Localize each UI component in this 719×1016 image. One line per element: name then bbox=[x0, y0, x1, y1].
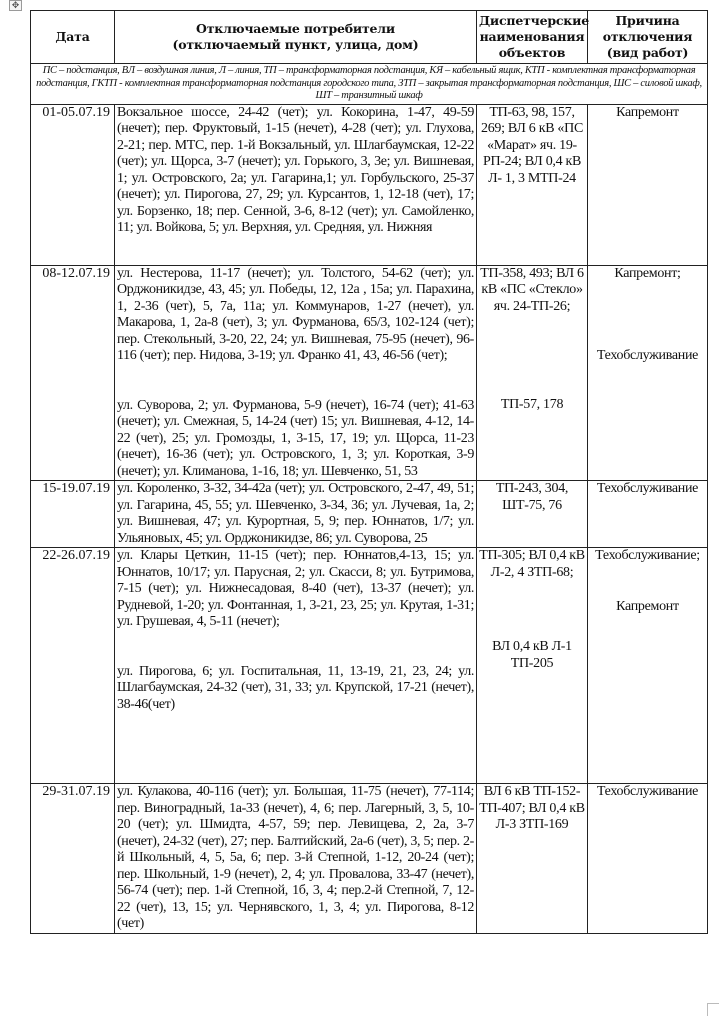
reason-block: Капремонт bbox=[616, 598, 679, 614]
header-consumers-line1: Отключаемые потребители bbox=[196, 21, 395, 36]
table-row bbox=[31, 481, 708, 548]
object-block: ТП-358, 493; ВЛ 6 кВ «ПС «Стекло» яч. 24-ТП-26; bbox=[480, 265, 584, 314]
reason-block: Капремонт; bbox=[614, 265, 681, 281]
objects-cell bbox=[477, 784, 588, 934]
header-consumers-line2: (отключаемый пункт, улица, дом) bbox=[172, 37, 419, 52]
object-block: ВЛ 0,4 кВ Л-1 ТП-205 bbox=[492, 639, 572, 671]
object-block: ТП-243, 304, ШТ-75, 76 bbox=[495, 481, 569, 513]
header-date: Дата bbox=[31, 11, 115, 64]
objects-cell bbox=[477, 481, 588, 548]
reason-cell bbox=[588, 548, 708, 784]
object-block: ВЛ 6 кВ ТП-152-ТП-407; ВЛ 0,4 кВ Л-3 ЗТП-169 bbox=[479, 784, 585, 832]
header-row bbox=[31, 11, 708, 64]
addresses-cell bbox=[115, 104, 477, 265]
reason-cell bbox=[588, 104, 708, 265]
objects-cell bbox=[477, 548, 588, 784]
addresses-cell bbox=[115, 265, 477, 481]
date-cell: 15-19.07.19 bbox=[31, 481, 115, 548]
outage-schedule-table bbox=[30, 10, 708, 934]
object-block: ТП-57, 178 bbox=[500, 397, 564, 412]
table-row bbox=[31, 104, 708, 265]
table-row bbox=[31, 784, 708, 934]
addresses-cell bbox=[115, 784, 477, 934]
reason-block: Техобслуживание bbox=[596, 481, 699, 496]
address-block: ул. Суворова, 2; ул. Фурманова, 5-9 (нечет), 16-74 (чет); 41-63 (нечет); ул. Смежная, 5, 14-24 (чет) 15; ул. Вишневая, 4-12, 14-22 (чет), 25; ул. Громозды, 1, 3-15, 17, 19; ул. Щорса, 11-23 (нечет), 16-36 (чет); ул. Островского, 1, 3; ул. Короткая, 3-9 (нечет); ул. Климанова, 1-16, 18; ул. Шевченко, 51, 53 bbox=[117, 397, 474, 479]
address-block: Вокзальное шоссе, 24-42 (чет); ул. Кокорина, 1-47, 49-59 (нечет); пер. Фруктовый, 1-15 (нечет), 4-28 (чет); ул. Глухова, 2-21; пер. МТС, пер. 1-й Вокзальный, ул. Шлагбаумская, 12-22 (чет); ул. Щорса, 3-7 (нечет); ул. Горького, 3, 3е; ул. Вишневая, 1; ул. Островского, 2а; ул. Гагарина,1; ул. Горбульского, 25-37 (нечет); ул. Пирогова, 27, 29; ул. Курсантов, 1, 12-18 (чет), 17; ул. Борзенко, 18; пер. Сенной, 3-6, 8-12 (чет); ул. Самойленко, 11; ул. Войкова, 5; ул. Верхняя, ул. Средняя, ул. Нижняя bbox=[117, 104, 474, 235]
header-consumers bbox=[115, 11, 477, 64]
objects-cell bbox=[477, 265, 588, 481]
address-block: ул. Пирогова, 6; ул. Госпитальная, 11, 13-19, 21, 23, 24; ул. Шлагбаумская, 24-32 (чет), 31, 33; ул. Крупской, 17-21 (нечет), 38-46(чет) bbox=[117, 663, 474, 712]
reason-cell bbox=[588, 481, 708, 548]
addresses-cell bbox=[115, 548, 477, 784]
reason-block: Капремонт bbox=[616, 104, 679, 120]
address-block: ул. Клары Цеткин, 11-15 (чет); пер. Юннатов,4-13, 15; ул. Юннатов, 10/17; ул. Парусная, 2; ул. Скасси, 8; ул. Бутримова, 7-15 (чет); ул. Нижнесадовая, 8-40 (чет), 13-37 (нечет); ул. Рудневой, 1-20; ул. Фонтанная, 1, 3-21, 23, 25; ул. Крутая, 1-31; ул. Грушевая, 4, 5-11 (нечет); bbox=[117, 548, 474, 629]
reason-block: Техобслуживание bbox=[596, 348, 699, 363]
header-reason: Причина отключения (вид работ) bbox=[588, 11, 708, 64]
object-block: ТП-63, 98, 157, 269; ВЛ 6 кВ «ПС «Марат» яч. 19-РП-24; ВЛ 0,4 кВ Л- 1, 3 МТП-24 bbox=[481, 104, 583, 186]
header-objects: Диспетчерские наименования объектов bbox=[477, 11, 588, 64]
page-corner-mark bbox=[707, 1003, 719, 1016]
address-block: ул. Короленко, 3-32, 34-42а (чет); ул. Островского, 2-47, 49, 51; ул. Гагарина, 45, 55; ул. Шевченко, 3-34, 36; ул. Лучевая, 1а, 2; ул. Вишневая, 47; ул. Курортная, 5, 9; пер. Юннатов, 1/7; ул. Ульяновых, 45; ул. Орджоникидзе, 86; ул. Суворова, 25 bbox=[117, 481, 474, 546]
address-block: ул. Кулакова, 40-116 (чет); ул. Большая, 11-75 (нечет), 77-114; пер. Виноградный, 1а-33 (нечет), 4, 6; пер. Лагерный, 3, 5, 10-20 (чет); ул. Шмидта, 4-57, 59; пер. Левищева, 2, 2а, 3-7 (нечет), 24-32 (чет), 27; пер. Балтийский, 2а-6 (чет), 3, 5; пер. 2-й Школьный, 4, 5, 5а, 6; пер. 3-й Степной, 1-12, 20-24 (чет); пер. Школьный, 1-9 (нечет), 2, 4; ул. Провалова, 33-47 (нечет), 56-74 (чет); пер. 1-й Степной, 1б, 3, 4; пер.2-й Степной, 7, 12-22 (чет), 13, 15; ул. Чернявского, 1, 3, 4; ул. Пирогова, 8-12 (чет) bbox=[117, 784, 474, 931]
legend-row bbox=[31, 64, 708, 105]
table-row bbox=[31, 548, 708, 784]
reason-cell bbox=[588, 265, 708, 481]
objects-cell bbox=[477, 104, 588, 265]
date-cell: 01-05.07.19 bbox=[31, 104, 115, 265]
addresses-cell bbox=[115, 481, 477, 548]
reason-cell bbox=[588, 784, 708, 934]
abbreviations-legend: ПС – подстанция, ВЛ – воздушная линия, Л – линия, ТП – трансформаторная подстанция, КЯ – кабельный ящик, КТП - комплектная трансформаторная подстанция, ГКТП - комплектная трансформаторная подстанция городского типа, ЗТП – закрытая трансформаторная подстанция, ШС – силовой шкаф, ШТ – транзитный шкаф bbox=[31, 64, 708, 105]
date-cell: 29-31.07.19 bbox=[31, 784, 115, 934]
date-cell: 08-12.07.19 bbox=[31, 265, 115, 481]
table-row bbox=[31, 265, 708, 481]
reason-block: Техобслуживание; bbox=[595, 548, 700, 563]
date-cell: 22-26.07.19 bbox=[31, 548, 115, 784]
table-move-handle-icon[interactable]: ✥ bbox=[9, 0, 22, 11]
reason-block: Техобслуживание bbox=[596, 784, 699, 799]
address-block: ул. Нестерова, 11-17 (нечет); ул. Толстого, 54-62 (чет); ул. Орджоникидзе, 43, 45; ул. Победы, 12, 12а , 15а; ул. Парахина, 1, 2-36 (чет), 5, 7а, 11а; ул. Коммунаров, 1-27 (нечет), ул. Макарова, 1, 2а-8 (чет), 3; ул. Фурманова, 65/3, 102-124 (чет); пер. Стекольный, 3-20, 22, 24; ул. Вишневая, 75-95 (нечет), 96-116 (чет); пер. Нидова, 3-19; ул. Франко 41, 43, 46-56 (чет); bbox=[117, 265, 474, 363]
object-block: ТП-305; ВЛ 0,4 кВ Л-2, 4 ЗТП-68; bbox=[479, 548, 585, 580]
